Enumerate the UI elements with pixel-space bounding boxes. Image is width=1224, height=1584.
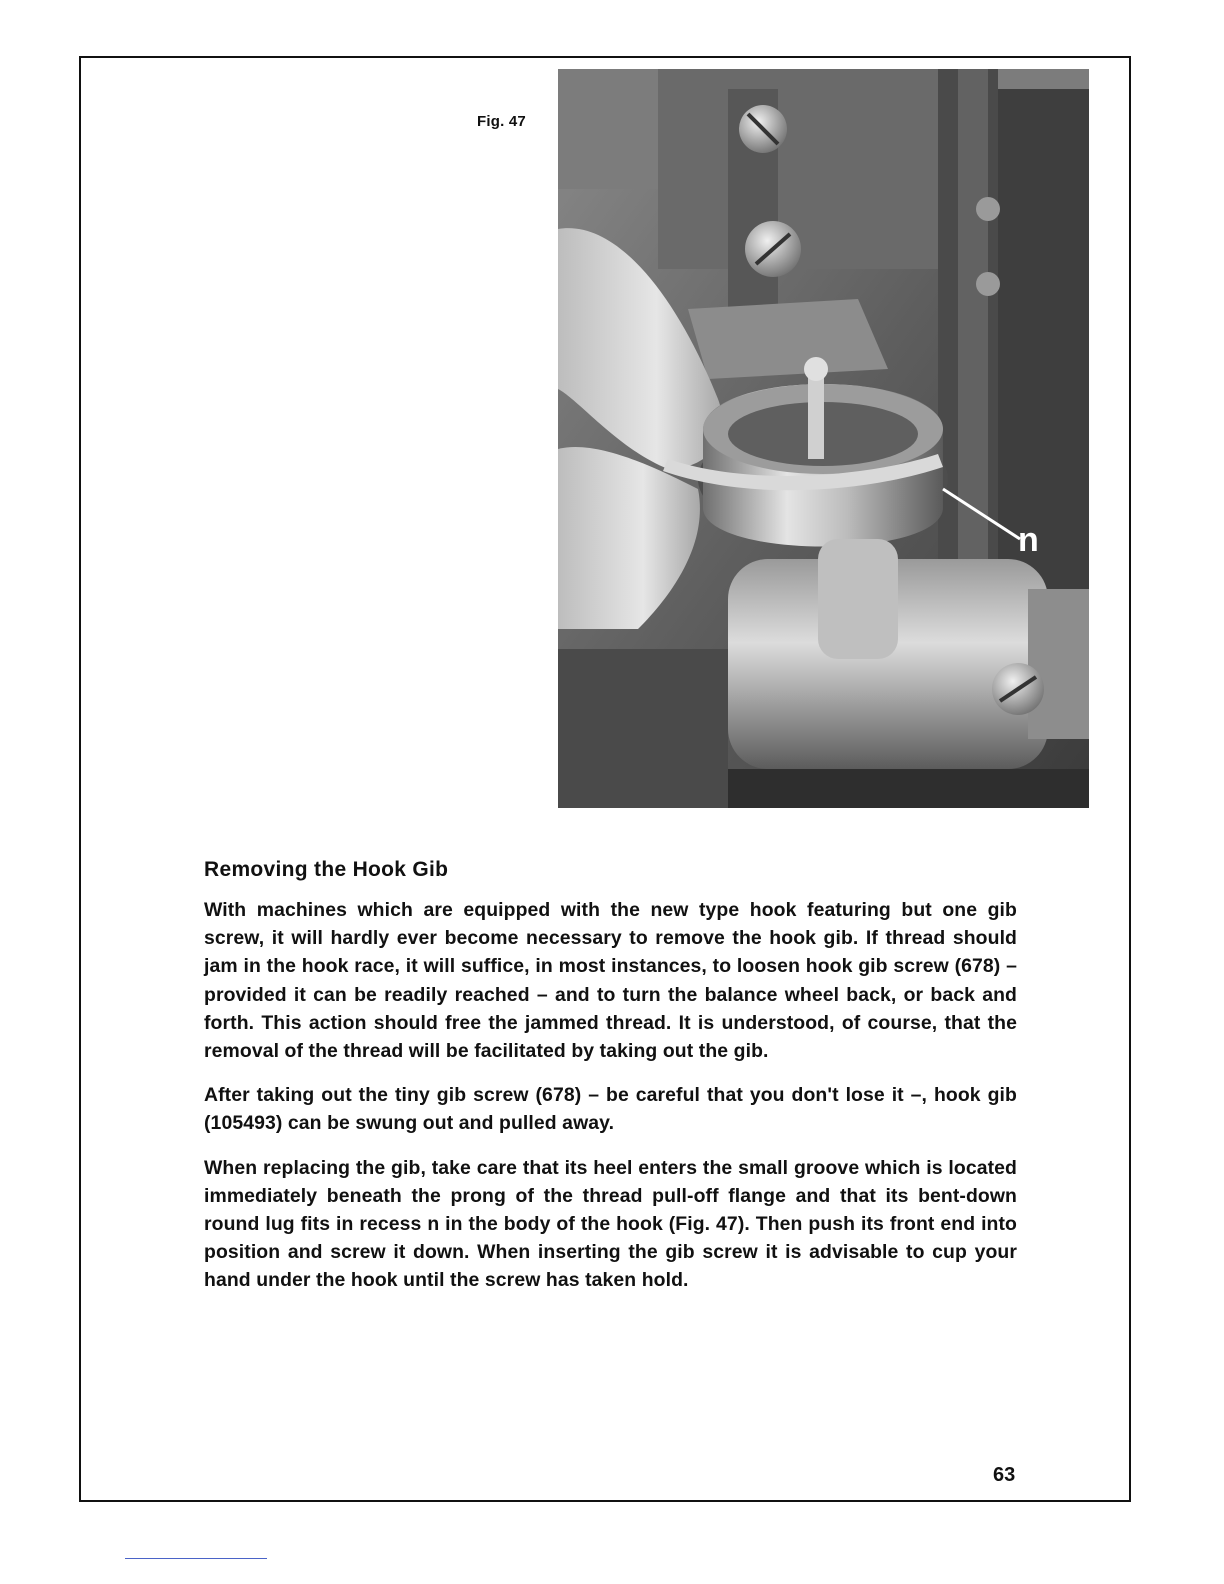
- figure-label: Fig. 47: [477, 113, 526, 130]
- footer-rule: [125, 1558, 267, 1559]
- recess-n-emphasis: n: [427, 1213, 440, 1236]
- paragraph-2: After taking out the tiny gib screw (678) – be careful that you don't lose it –, hook gib (105493) can be swung out and pulled away.: [204, 1084, 1017, 1135]
- page-number: 63: [993, 1464, 1016, 1486]
- figure-callout-n: n: [1018, 521, 1039, 559]
- sewing-hook-photo: [558, 69, 1089, 808]
- paragraph-3-part-2: in the body of the hook (Fig. 47). Then push its front end into position and screw it down. When inserting the gib screw it is advisable to cup your hand under the hook until the screw has taken hold.: [204, 1213, 1017, 1292]
- paragraph-1: With machines which are equipped with the new type hook featuring but one gib screw, it will hardly ever become necessary to remove the hook gib. If thread should jam in the hook race, it will suffice, in most instances, to loosen hook gib screw (678) – provided it can be readily reached – and to turn the balance wheel back, or back and forth. This action should free the jammed thread. It is understood, of course, that the removal of the thread will be facilitated by taking out the gib.: [204, 899, 1017, 1063]
- section-title: Removing the Hook Gib: [204, 858, 449, 881]
- main-text: [204, 858, 1017, 1311]
- paragraph-3-part-1: When replacing the gib, take care that its heel enters the small groove which is located immediately beneath the prong of the thread pull-off flange and that its bent-down round lug fits in recess: [204, 1156, 1017, 1236]
- paragraph-3: [204, 1154, 1017, 1295]
